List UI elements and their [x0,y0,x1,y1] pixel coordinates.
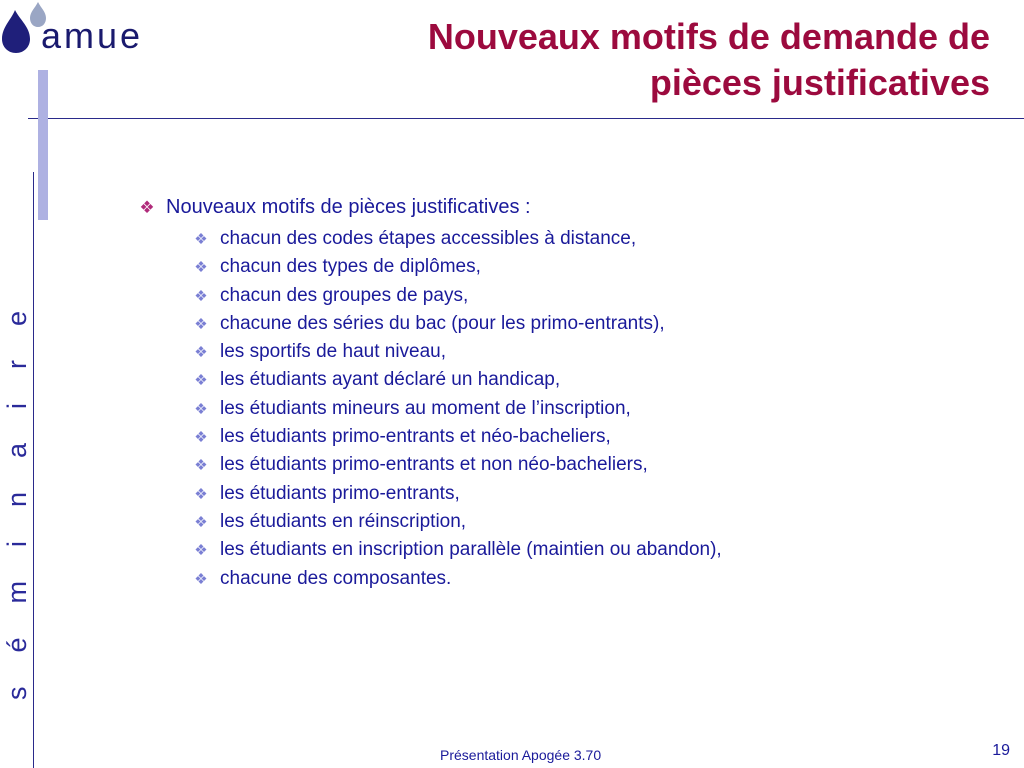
slide-title-line-2: pièces justificatives [649,62,990,103]
sub-bullet-item [182,480,988,508]
sub-bullet-text: les étudiants en inscription parallèle (maintien ou abandon), [220,539,722,561]
sub-bullet-item [182,395,988,423]
diamond-bullet-icon: ❖ [194,513,208,531]
sub-bullet-item [182,225,988,253]
page-number: 19 [992,742,1010,759]
sub-bullet-text: les étudiants primo-entrants et néo-bacheliers, [220,426,611,448]
header-divider [28,118,1024,119]
sub-bullet-text: chacune des composantes. [220,567,452,589]
amue-logo-text: amue [41,15,144,56]
sub-bullet-text: les étudiants en réinscription, [220,510,467,532]
main-bullet-item [128,194,988,221]
slide-body [128,194,988,593]
sub-bullet-text: chacun des codes étapes accessibles à distance, [220,228,637,249]
diamond-bullet-icon: ❖ [194,315,208,333]
sub-bullet-item [182,253,988,281]
diamond-bullet-icon: ❖ [194,570,208,588]
sub-bullet-item [182,508,988,536]
footer-presentation-title: Présentation Apogée 3.70 [440,747,602,763]
sub-bullet-text: les étudiants ayant déclaré un handicap, [220,369,561,391]
lavender-accent-bar [38,70,48,220]
diamond-bullet-icon: ❖ [194,400,208,418]
diamond-bullet-icon: ❖ [194,372,208,390]
sub-bullet-text: chacune des séries du bac (pour les primo-entrants), [220,312,665,334]
diamond-bullet-icon: ❖ [139,198,155,217]
sub-bullet-text: chacun des groupes de pays, [220,284,469,306]
sub-bullet-item [182,366,988,394]
sub-bullet-text: les étudiants mineurs au moment de l’inscription, [220,397,631,419]
slide-title [270,14,990,106]
sub-bullet-item [182,565,988,593]
diamond-bullet-icon: ❖ [194,231,208,248]
diamond-bullet-icon: ❖ [194,344,208,362]
sidebar-divider [33,172,34,768]
main-bullet-text: Nouveaux motifs de pièces justificatives : [166,196,531,218]
sub-bullet-text: les étudiants primo-entrants et non néo-bacheliers, [220,454,648,476]
slide-title-line-1: Nouveaux motifs de demande de [427,16,990,57]
sub-bullet-item [182,423,988,451]
sub-bullet-item [182,282,988,310]
diamond-bullet-icon: ❖ [194,429,208,447]
sub-bullet-list [182,225,988,593]
sub-bullet-item [182,338,988,366]
seminaire-vertical-wordmark: séminaire [2,276,32,700]
sub-bullet-text: les étudiants primo-entrants, [220,482,460,504]
diamond-bullet-icon: ❖ [194,542,208,560]
diamond-bullet-icon: ❖ [194,259,208,277]
sub-bullet-text: chacun des types de diplômes, [220,256,481,278]
sub-bullet-text: les sportifs de haut niveau, [220,341,447,363]
diamond-bullet-icon: ❖ [194,287,208,305]
diamond-bullet-icon: ❖ [194,485,208,503]
sub-bullet-item [182,310,988,338]
diamond-bullet-icon: ❖ [194,457,208,475]
amue-logo [0,0,180,60]
sub-bullet-item [182,536,988,564]
sub-bullet-item [182,451,988,479]
